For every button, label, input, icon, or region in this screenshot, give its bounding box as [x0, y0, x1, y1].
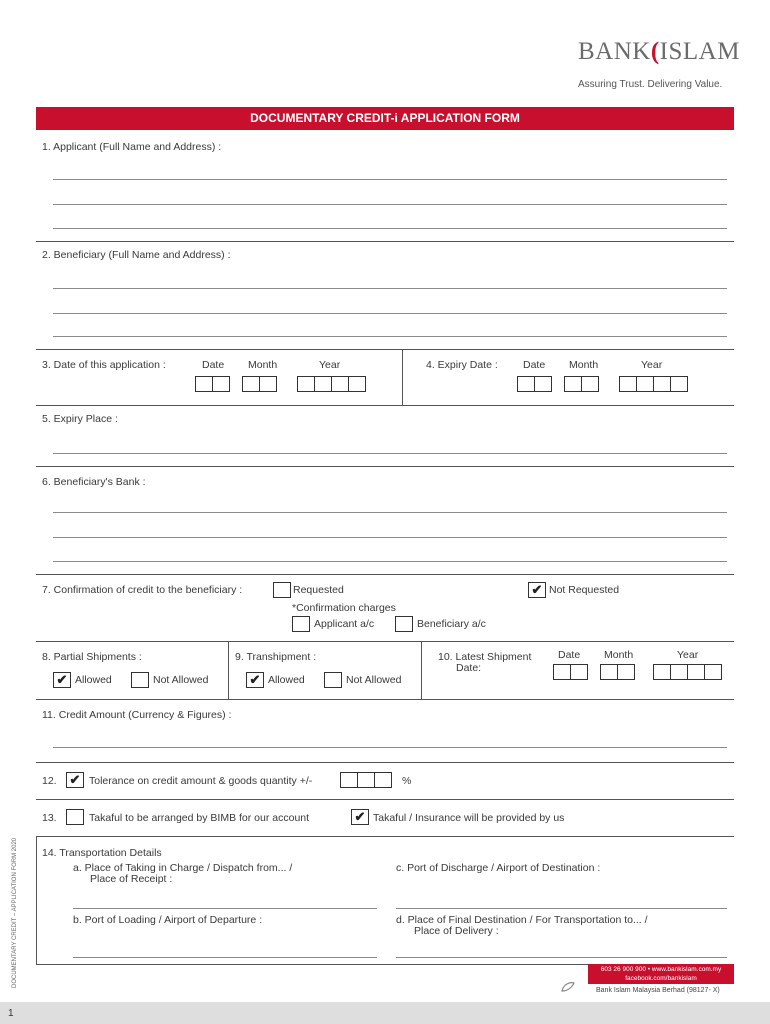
company-name: Bank Islam Malaysia Berhad (98127- X) [596, 987, 720, 994]
partial-shipments-label: 8. Partial Shipments : [42, 651, 142, 663]
port-of-loading-label: b. Port of Loading / Airport of Departure : [73, 914, 263, 926]
beneficiary-line-1[interactable] [53, 288, 727, 289]
place-of-taking-line[interactable] [73, 908, 377, 909]
tolerance-checkbox[interactable]: ✔ [66, 772, 84, 788]
applicant-line-2[interactable] [53, 204, 727, 205]
month-label: Month [248, 359, 278, 371]
side-form-code: DOCUMENTARY CREDIT – APPLICATION FORM 2020 [12, 837, 18, 988]
expiry-date-month-1[interactable] [564, 376, 582, 392]
expiry-date-month-2[interactable] [581, 376, 599, 392]
app-date-day-2[interactable] [212, 376, 230, 392]
applicant-line-3[interactable] [53, 228, 727, 229]
contact-line-2: facebook.com/bankislam [625, 975, 697, 982]
latest-shipment-label: 10. Latest Shipment [438, 651, 532, 663]
transport-details-label: 14. Transportation Details [42, 847, 162, 859]
beneficiary-bank-label: 6. Beneficiary's Bank : [42, 476, 146, 488]
app-date-day-1[interactable] [195, 376, 213, 392]
logo-wordmark: BANK(ISLAM [578, 38, 740, 65]
tolerance-box-3[interactable] [374, 772, 392, 788]
confirmation-charges-label: *Confirmation charges [292, 602, 396, 614]
beneficiary-line-3[interactable] [53, 336, 727, 337]
port-of-loading-line[interactable] [73, 957, 377, 958]
percent-sign: % [402, 775, 412, 787]
shipment-date-day-1[interactable] [553, 664, 571, 680]
section-divider [36, 574, 734, 575]
place-of-delivery-label: Place of Delivery : [414, 925, 499, 937]
tolerance-label: Tolerance on credit amount & goods quantity +/- [89, 775, 313, 787]
section-divider [36, 641, 734, 642]
section-divider [36, 466, 734, 467]
expiry-date-label: 4. Expiry Date : [426, 359, 498, 371]
credit-amount-line[interactable] [53, 747, 727, 748]
tagline: Assuring Trust. Delivering Value. [578, 79, 723, 90]
section-divider [36, 349, 734, 350]
shipment-date-month-1[interactable] [600, 664, 618, 680]
partial-allowed-checkbox[interactable]: ✔ [53, 672, 71, 688]
partial-allowed-label: Allowed [75, 674, 112, 686]
shipment-date-year-4[interactable] [704, 664, 722, 680]
leaf-icon [561, 981, 575, 996]
beneficiary-bank-line-1[interactable] [53, 512, 727, 513]
confirmation-label: 7. Confirmation of credit to the beneficiary : [42, 584, 243, 596]
expiry-date-day-1[interactable] [517, 376, 535, 392]
port-of-discharge-label: c. Port of Discharge / Airport of Destination : [396, 862, 601, 874]
expiry-date-day-2[interactable] [534, 376, 552, 392]
port-of-discharge-line[interactable] [396, 908, 727, 909]
form-title: DOCUMENTARY CREDIT-i APPLICATION FORM [36, 107, 734, 130]
tranship-not-allowed-label: Not Allowed [346, 674, 402, 686]
shipment-date-month-2[interactable] [617, 664, 635, 680]
expiry-date-year-3[interactable] [653, 376, 671, 392]
section-divider [36, 836, 734, 837]
beneficiary-ac-label: Beneficiary a/c [417, 618, 486, 630]
credit-amount-label: 11. Credit Amount (Currency & Figures) : [42, 709, 232, 721]
shipment-date-day-2[interactable] [570, 664, 588, 680]
section-divider [36, 699, 734, 700]
final-destination-line[interactable] [396, 957, 727, 958]
app-date-year-3[interactable] [331, 376, 349, 392]
page-number: 1 [8, 1008, 14, 1019]
left-border [36, 836, 37, 964]
tranship-not-allowed-checkbox[interactable] [324, 672, 342, 688]
footer-contact [588, 964, 734, 984]
expiry-place-label: 5. Expiry Place : [42, 413, 118, 425]
section-divider [36, 405, 734, 406]
takaful-self-checkbox[interactable]: ✔ [351, 809, 369, 825]
app-date-month-2[interactable] [259, 376, 277, 392]
section-divider [36, 762, 734, 763]
tolerance-number: 12. [42, 775, 57, 787]
requested-checkbox[interactable] [273, 582, 291, 598]
app-date-month-1[interactable] [242, 376, 260, 392]
takaful-self-label: Takaful / Insurance will be provided by us [373, 812, 565, 824]
date-label: Date [523, 359, 546, 371]
takaful-bimb-label: Takaful to be arranged by BIMB for our account [89, 812, 310, 824]
shipment-date-year-1[interactable] [653, 664, 671, 680]
applicant-ac-checkbox[interactable] [292, 616, 310, 632]
requested-label: Requested [293, 584, 344, 596]
beneficiary-bank-line-3[interactable] [53, 561, 727, 562]
expiry-date-year-1[interactable] [619, 376, 637, 392]
application-date-label: 3. Date of this application : [42, 359, 166, 371]
contact-line-1: 603 26 900 900 • www.bankislam.com.my [600, 966, 722, 973]
tolerance-box-2[interactable] [357, 772, 375, 788]
final-destination-label: d. Place of Final Destination / For Transportation to... / [396, 914, 648, 926]
applicant-ac-label: Applicant a/c [314, 618, 375, 630]
transhipment-label: 9. Transhipment : [235, 651, 317, 663]
month-label: Month [569, 359, 599, 371]
place-of-taking-label: a. Place of Taking in Charge / Dispatch from... / [73, 862, 293, 874]
place-of-receipt-label: Place of Receipt : [90, 873, 173, 885]
app-date-year-1[interactable] [297, 376, 315, 392]
year-label: Year [677, 649, 699, 661]
beneficiary-label: 2. Beneficiary (Full Name and Address) : [42, 249, 231, 261]
expiry-place-line[interactable] [53, 453, 727, 454]
crescent-icon: ( [650, 38, 660, 65]
bottom-border [36, 964, 588, 965]
tolerance-box-1[interactable] [340, 772, 358, 788]
expiry-date-year-2[interactable] [636, 376, 654, 392]
tranship-allowed-label: Allowed [268, 674, 305, 686]
applicant-label: 1. Applicant (Full Name and Address) : [42, 141, 222, 153]
column-divider [228, 641, 229, 699]
not-requested-checkbox[interactable]: ✔ [528, 582, 546, 598]
beneficiary-bank-line-2[interactable] [53, 537, 727, 538]
tranship-allowed-checkbox[interactable]: ✔ [246, 672, 264, 688]
date-label: Date [202, 359, 225, 371]
shipment-date-year-3[interactable] [687, 664, 705, 680]
month-label: Month [604, 649, 634, 661]
shipment-date-year-2[interactable] [670, 664, 688, 680]
takaful-bimb-checkbox[interactable] [66, 809, 84, 825]
app-date-year-2[interactable] [314, 376, 332, 392]
takaful-number: 13. [42, 812, 57, 824]
beneficiary-line-2[interactable] [53, 313, 727, 314]
latest-shipment-date-label: Date: [456, 662, 482, 674]
applicant-line-1[interactable] [53, 179, 727, 180]
section-divider [36, 241, 734, 242]
page-bar [0, 1002, 770, 1024]
section-divider [36, 799, 734, 800]
date-label: Date [558, 649, 581, 661]
year-label: Year [319, 359, 341, 371]
year-label: Year [641, 359, 663, 371]
not-requested-label: Not Requested [549, 584, 620, 596]
column-divider [402, 349, 403, 405]
expiry-date-year-4[interactable] [670, 376, 688, 392]
bank-logo [574, 36, 740, 66]
column-divider [421, 641, 422, 699]
partial-not-allowed-label: Not Allowed [153, 674, 209, 686]
beneficiary-ac-checkbox[interactable] [395, 616, 413, 632]
app-date-year-4[interactable] [348, 376, 366, 392]
partial-not-allowed-checkbox[interactable] [131, 672, 149, 688]
